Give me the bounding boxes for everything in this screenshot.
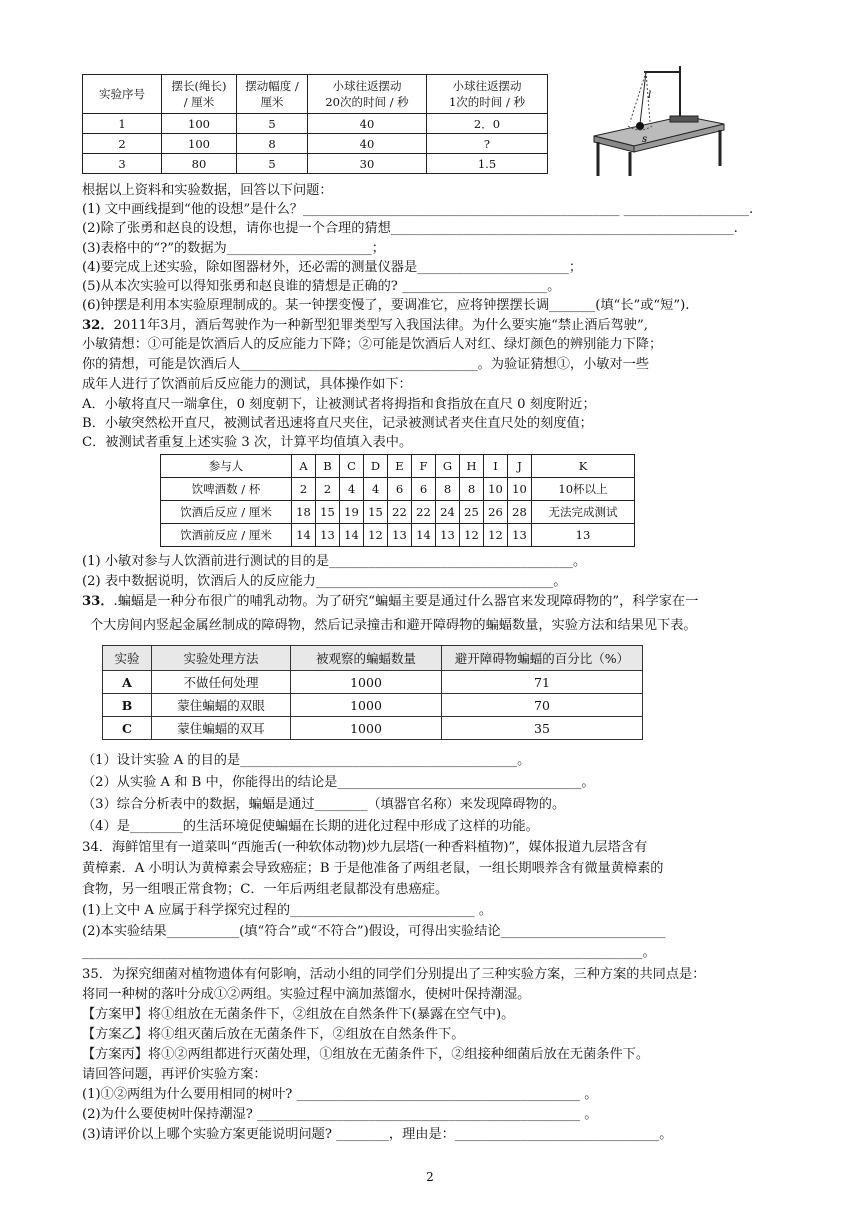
table-cell: A bbox=[292, 455, 316, 478]
table-cell: 3 bbox=[83, 154, 162, 174]
table-row bbox=[103, 671, 643, 694]
table-cell: 5 bbox=[237, 114, 308, 134]
table-cell: 28 bbox=[508, 501, 532, 524]
table-cell: 12 bbox=[484, 524, 508, 547]
q32-answer-line: (2) 表中数据说明，饮酒后人的反应能力____________________________________。 bbox=[82, 574, 567, 589]
table-cell: 100 bbox=[162, 134, 237, 154]
q32-line: C．被测试者重复上述实验 3 次，计算平均值填入表中。 bbox=[82, 435, 413, 450]
q32-line: 成年人进行了饮酒前后反应能力的测试，具体操作如下： bbox=[82, 377, 412, 392]
table-cell: 8 bbox=[237, 134, 308, 154]
table-row bbox=[83, 134, 548, 154]
q33-line: 个大房间内竖起金属丝制成的障碍物，然后记录撞击和避开障碍物的蝙蝠数量，实验方法和结果见下表。 bbox=[90, 618, 697, 633]
table-cell: 13 bbox=[436, 524, 460, 547]
table-cell: E bbox=[388, 455, 412, 478]
table-row bbox=[103, 717, 643, 740]
table-cell: 70 bbox=[442, 694, 643, 717]
q31-line: (5)从本次实验可以得知张勇和赵良谁的猜想是正确的? ______________________。 bbox=[82, 279, 561, 294]
q35-line: 【方案乙】将①组灭菌后放在无菌条件下，②组放在自然条件下。 bbox=[82, 1027, 465, 1042]
table-cell: 14 bbox=[340, 524, 364, 547]
q33-answer-line: （2）从实验 A 和 B 中，你能得出的结论是_____________________________________。 bbox=[82, 775, 595, 790]
q31-line: (2)除了张勇和赵良的设想，请你也提一个合理的猜想____________________________________________________. bbox=[82, 221, 738, 236]
table-cell: 25 bbox=[460, 501, 484, 524]
table-cell: 10 bbox=[508, 478, 532, 501]
q34-line: (1)上文中 A 应属于科学探究过程的____________________________ 。 bbox=[82, 903, 493, 918]
q34-line: 黄樟素．A 小明认为黄樟素会导致癌症；B 于是他准备了两组老鼠，一组长期喂养含有微量黄樟素的 bbox=[82, 861, 664, 876]
table-cell: 40 bbox=[308, 134, 427, 154]
table-cell: 100 bbox=[162, 114, 237, 134]
table-cell: ? bbox=[427, 134, 548, 154]
q35-line: 【方案丙】将①②两组都进行灭菌处理，①组放在无菌条件下，②组接种细菌后放在无菌条件下。 bbox=[82, 1047, 650, 1062]
table-cell: 13 bbox=[316, 524, 340, 547]
t1-header: 摆长(绳长) / 厘米 bbox=[162, 75, 237, 114]
table-cell: 不做任何处理 bbox=[152, 671, 291, 694]
table-cell: 15 bbox=[364, 501, 388, 524]
q35-line: 35．为探究细菌对植物遗体有何影响，活动小组的同学们分别提出了三种实验方案，三种方案的共同点是： bbox=[82, 967, 706, 982]
q33-answer-line: （1）设计实验 A 的目的是__________________________________________。 bbox=[82, 753, 531, 768]
table-cell: 35 bbox=[442, 717, 643, 740]
table-cell: 18 bbox=[292, 501, 316, 524]
table-cell: B bbox=[316, 455, 340, 478]
table-cell: 40 bbox=[308, 114, 427, 134]
q31-line: (6)钟摆是利用本实验原理制成的。某一钟摆变慢了，要调准它，应将钟摆摆长调_______(填“长”或“短”). bbox=[82, 298, 690, 313]
q31-intro: 根据以上资料和实验数据，回答以下问题： bbox=[82, 183, 333, 198]
q32-line: A．小敏将直尺一端拿住，0 刻度朝下，让被测试者将拇指和食指放在直尺 0 刻度附近； bbox=[82, 397, 596, 412]
table-cell: 饮酒前反应 / 厘米 bbox=[161, 524, 292, 547]
q33-answer-line: （4）是________的生活环境促使蝙蝠在长期的进化过程中形成了这样的功能。 bbox=[82, 819, 539, 834]
q32-line: 32．2011年3月，酒后驾驶作为一种新型犯罪类型写入我国法律。为什么要实施“禁止酒后驾驶”, bbox=[82, 318, 648, 333]
table-cell: 13 bbox=[388, 524, 412, 547]
table-cell: 15 bbox=[316, 501, 340, 524]
pendulum-figure bbox=[584, 58, 734, 178]
q34-line: (2)本实验结果___________(填“符合”或“不符合”)假设，可得出实验结论_________________________ bbox=[82, 924, 666, 939]
table-cell: 2 bbox=[83, 134, 162, 154]
q35-line: (2)为什么要使树叶保持潮湿? _________________________________________________ 。 bbox=[82, 1107, 598, 1122]
table-row bbox=[161, 478, 635, 501]
q34-line: _____________________________________________________________________________________。 bbox=[82, 945, 656, 960]
table-cell: 1000 bbox=[291, 717, 442, 740]
table-cell: 12 bbox=[364, 524, 388, 547]
t1-header: 实验序号 bbox=[83, 75, 162, 114]
q35-line: 请回答问题，再评价实验方案： bbox=[82, 1067, 267, 1082]
table-row bbox=[103, 646, 643, 671]
q32-answer-line: (1) 小敏对参与人饮酒前进行测试的目的是_____________________________________。 bbox=[82, 554, 587, 569]
q31-line: (3)表格中的“?”的数据为______________________； bbox=[82, 241, 385, 256]
table-cell: 饮啤酒数 / 杯 bbox=[161, 478, 292, 501]
table-row bbox=[161, 455, 635, 478]
table-row bbox=[83, 154, 548, 174]
table-cell: 10 bbox=[484, 478, 508, 501]
table-cell: 13 bbox=[532, 524, 635, 547]
table-cell: 80 bbox=[162, 154, 237, 174]
q34-line: 食物，另一组喂正常食物；C．一年后两组老鼠都没有患癌症。 bbox=[82, 882, 449, 897]
table-cell: K bbox=[532, 455, 635, 478]
table-cell: F bbox=[412, 455, 436, 478]
table-cell: 14 bbox=[412, 524, 436, 547]
table-cell: 2 bbox=[292, 478, 316, 501]
table-cell: C bbox=[103, 717, 152, 740]
table-cell: 19 bbox=[340, 501, 364, 524]
table-cell: 14 bbox=[292, 524, 316, 547]
table-cell: 6 bbox=[412, 478, 436, 501]
q32-line: B．小敏突然松开直尺，被测试者迅速将直尺夹住，记录被测试者夹住直尺处的刻度值； bbox=[82, 416, 593, 431]
table-cell: 8 bbox=[460, 478, 484, 501]
table-row bbox=[161, 524, 635, 547]
table-cell: 蒙住蝙蝠的双耳 bbox=[152, 717, 291, 740]
t1-header: 小球往返摆动 20次的时间 / 秒 bbox=[308, 75, 427, 114]
table-cell: 5 bbox=[237, 154, 308, 174]
q34-line: 34．海鲜馆里有一道菜叫“西施舌(一种软体动物)炒九层塔(一种香料植物)”，媒体报道九层塔含有 bbox=[82, 840, 648, 855]
t1-header: 摆动幅度 / 厘米 bbox=[237, 75, 308, 114]
q31-line: (4)要完成上述实验，除如图器材外，还必需的测量仪器是_______________________； bbox=[82, 260, 583, 275]
table-cell: 参与人 bbox=[161, 455, 292, 478]
table-cell: 26 bbox=[484, 501, 508, 524]
table-cell: 12 bbox=[460, 524, 484, 547]
table-cell: 4 bbox=[340, 478, 364, 501]
q33-answer-line: （3）综合分析表中的数据，蝙蝠是通过________（填器官名称）来发现障碍物的。 bbox=[82, 797, 566, 812]
q32-line: 小敏猜想：①可能是饮酒后人的反应能力下降；②可能是饮酒后人对红、绿灯颜色的辨别能力下降； bbox=[82, 337, 663, 352]
table-cell: 避开障碍物蝙蝠的百分比（%） bbox=[442, 646, 643, 671]
bat-experiment-table bbox=[102, 645, 643, 740]
reaction-table bbox=[160, 454, 635, 547]
table-cell: 8 bbox=[436, 478, 460, 501]
table-cell: H bbox=[460, 455, 484, 478]
table-cell: I bbox=[484, 455, 508, 478]
table-cell: C bbox=[340, 455, 364, 478]
table-cell: 实验 bbox=[103, 646, 152, 671]
table-cell: 6 bbox=[388, 478, 412, 501]
q33-number: 33． bbox=[82, 594, 114, 609]
table-cell: D bbox=[364, 455, 388, 478]
table-cell: 1000 bbox=[291, 694, 442, 717]
table-cell: 1.5 bbox=[427, 154, 548, 174]
table-cell: G bbox=[436, 455, 460, 478]
table-cell: 2．0 bbox=[427, 114, 548, 134]
table-cell: B bbox=[103, 694, 152, 717]
pendulum-table bbox=[82, 74, 548, 174]
table-cell: 13 bbox=[508, 524, 532, 547]
table-cell: 30 bbox=[308, 154, 427, 174]
table-cell: 被观察的蝙蝠数量 bbox=[291, 646, 442, 671]
table-cell: 1000 bbox=[291, 671, 442, 694]
q35-line: 将同一种树的落叶分成①②两组。实验过程中滴加蒸馏水，使树叶保持潮湿。 bbox=[82, 987, 531, 1002]
table-cell: 1 bbox=[83, 114, 162, 134]
q33-line: 33．.蝙蝠是一种分布很广的哺乳动物。为了研究“蝙蝠主要是通过什么器官来发现障碍物的”，科学家在一 bbox=[82, 594, 699, 609]
table-row bbox=[161, 501, 635, 524]
table-row bbox=[103, 694, 643, 717]
q31-line: (1) 文中画线提到“他的设想”是什么？________________________________________________ ___________________. bbox=[82, 202, 754, 217]
t1-header: 小球往返摆动 1次的时间 / 秒 bbox=[427, 75, 548, 114]
table-cell: J bbox=[508, 455, 532, 478]
table-row bbox=[83, 114, 548, 134]
q35-line: 【方案甲】将①组放在无菌条件下，②组放在自然条件下(暴露在空气中)。 bbox=[82, 1007, 515, 1022]
q32-line: 你的猜想，可能是饮酒后人____________________________________。为验证猜想①，小敏对一些 bbox=[82, 357, 650, 372]
table-cell: 饮酒后反应 / 厘米 bbox=[161, 501, 292, 524]
label-l: l bbox=[648, 90, 652, 101]
label-s: s bbox=[642, 134, 648, 145]
q32-number: 32． bbox=[82, 318, 114, 333]
table-cell: 无法完成测试 bbox=[532, 501, 635, 524]
page-number: 2 bbox=[426, 1170, 434, 1184]
table-cell: 22 bbox=[388, 501, 412, 524]
table-cell: 71 bbox=[442, 671, 643, 694]
table-cell: 10杯以上 bbox=[532, 478, 635, 501]
table-cell: 22 bbox=[412, 501, 436, 524]
table-cell: 4 bbox=[364, 478, 388, 501]
table-cell: 2 bbox=[316, 478, 340, 501]
q35-line: (3)请评价以上哪个实验方案更能说明问题? ________，理由是：_______________________________。 bbox=[82, 1127, 673, 1142]
table-cell: 24 bbox=[436, 501, 460, 524]
table-cell: A bbox=[103, 671, 152, 694]
q35-line: (1)①②两组为什么要用相同的树叶? ___________________________________________ 。 bbox=[82, 1087, 598, 1102]
table-cell: 蒙住蝙蝠的双眼 bbox=[152, 694, 291, 717]
table-cell: 实验处理方法 bbox=[152, 646, 291, 671]
